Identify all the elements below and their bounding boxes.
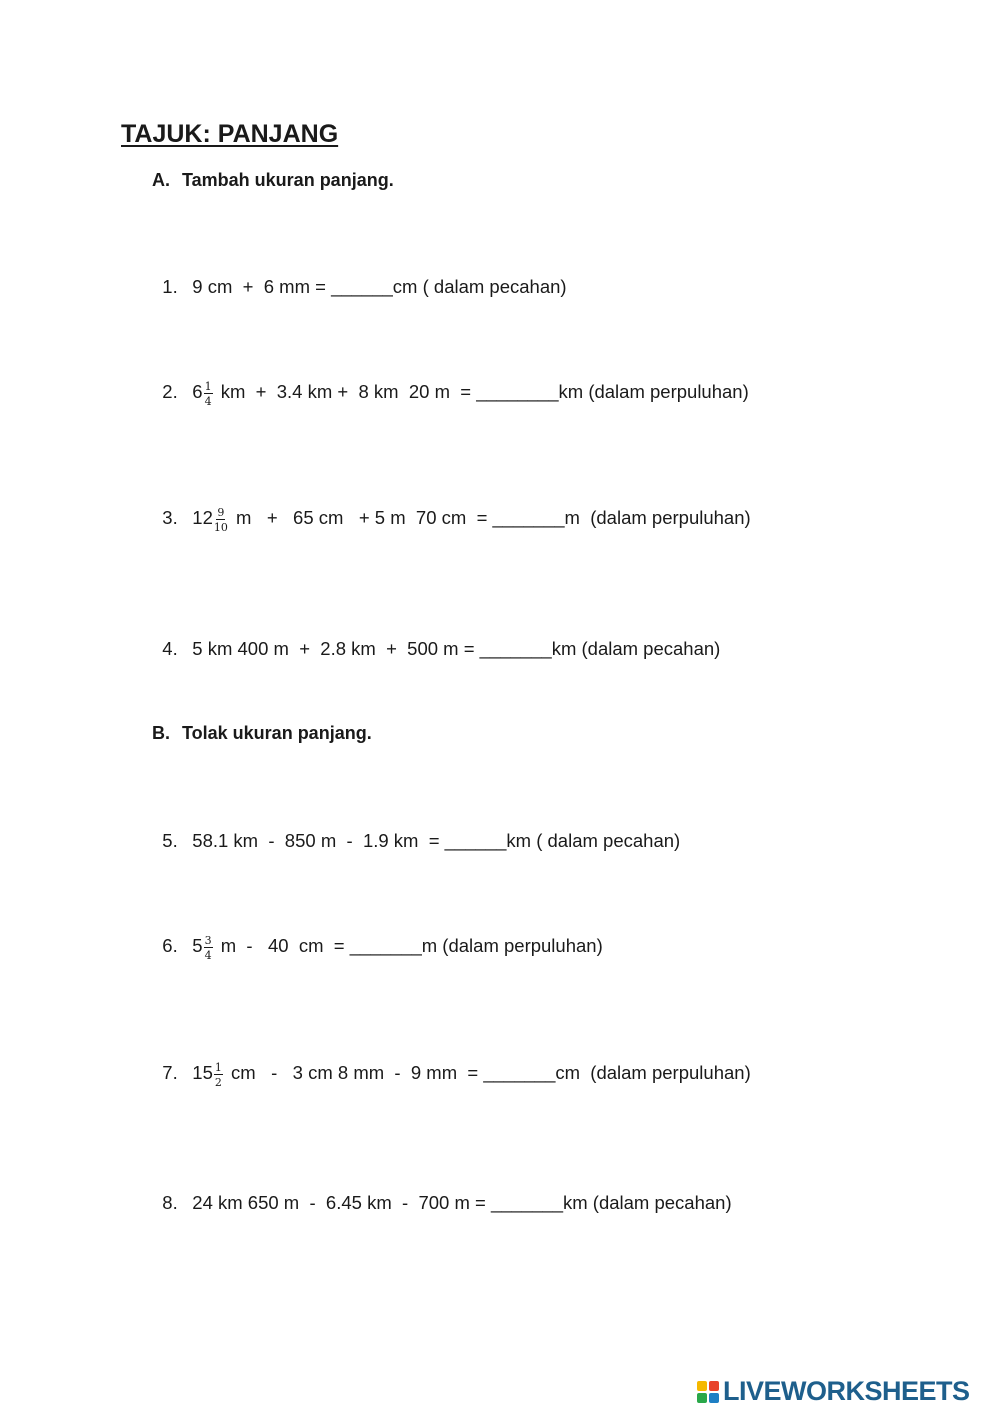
- question-text: km + 3.4 km + 8 km 20 m = ________km (dalam perpuluhan): [215, 381, 749, 402]
- question-number: 6.: [162, 935, 178, 956]
- section-a-label: Tambah ukuran panjang.: [182, 170, 394, 190]
- mixed-number-whole: 5: [192, 935, 203, 956]
- question-text: 5 km 400 m + 2.8 km + 500 m = _______km (dalam pecahan): [192, 638, 721, 659]
- logo-tile: [709, 1393, 719, 1403]
- question-number: 5.: [162, 830, 178, 851]
- question-number: 2.: [162, 381, 178, 402]
- logo-tile: [697, 1381, 707, 1391]
- mixed-number-whole: 15: [192, 1062, 213, 1083]
- mixed-number-whole: 6: [192, 381, 203, 402]
- question-7: [152, 1028, 751, 1090]
- question-number: 8.: [162, 1192, 178, 1213]
- fraction-numerator: 1: [204, 380, 212, 394]
- question-4: [152, 604, 721, 659]
- logo-tile: [709, 1381, 719, 1391]
- section-a-letter: A.: [152, 170, 170, 190]
- fraction: [214, 507, 228, 533]
- question-text: 9 cm + 6 mm = ______cm ( dalam pecahan): [192, 276, 567, 297]
- question-2: [152, 347, 749, 409]
- fraction-denominator: 4: [204, 949, 212, 963]
- logo-tile: [697, 1393, 707, 1403]
- fraction-denominator: 10: [213, 521, 228, 535]
- question-1: [152, 242, 567, 297]
- fraction: [204, 381, 213, 407]
- question-number: 4.: [162, 638, 178, 659]
- fraction: [204, 935, 213, 961]
- fraction-denominator: 4: [204, 395, 212, 409]
- page-title: TAJUK: PANJANG: [121, 120, 339, 148]
- fraction-numerator: 1: [214, 1061, 222, 1075]
- question-text: m - 40 cm = _______m (dalam perpuluhan): [215, 935, 603, 956]
- question-text: m + 65 cm + 5 m 70 cm = _______m (dalam perpuluhan): [230, 507, 751, 528]
- fraction-numerator: 3: [204, 934, 212, 948]
- question-number: 1.: [162, 276, 178, 297]
- section-b-label: Tolak ukuran panjang.: [182, 723, 372, 743]
- section-a-heading: [152, 170, 394, 191]
- liveworksheets-logo[interactable]: [697, 1376, 970, 1407]
- mixed-number-whole: 12: [192, 507, 213, 528]
- section-b-letter: B.: [152, 723, 170, 743]
- question-8: [152, 1158, 732, 1213]
- section-b-heading: [152, 723, 372, 744]
- fraction-denominator: 2: [214, 1076, 222, 1090]
- question-5: [152, 796, 681, 851]
- question-text: 58.1 km - 850 m - 1.9 km = ______km ( dalam pecahan): [192, 830, 681, 851]
- fraction: [214, 1062, 223, 1088]
- question-text: 24 km 650 m - 6.45 km - 700 m = _______km (dalam pecahan): [192, 1192, 732, 1213]
- question-text: cm - 3 cm 8 mm - 9 mm = _______cm (dalam perpuluhan): [225, 1062, 751, 1083]
- question-3: [152, 473, 751, 535]
- question-6: [152, 901, 603, 963]
- fraction-numerator: 9: [217, 506, 225, 520]
- liveworksheets-logo-icon: [697, 1381, 719, 1403]
- question-number: 7.: [162, 1062, 178, 1083]
- question-number: 3.: [162, 507, 178, 528]
- logo-text: LIVEWORKSHEETS: [723, 1376, 970, 1406]
